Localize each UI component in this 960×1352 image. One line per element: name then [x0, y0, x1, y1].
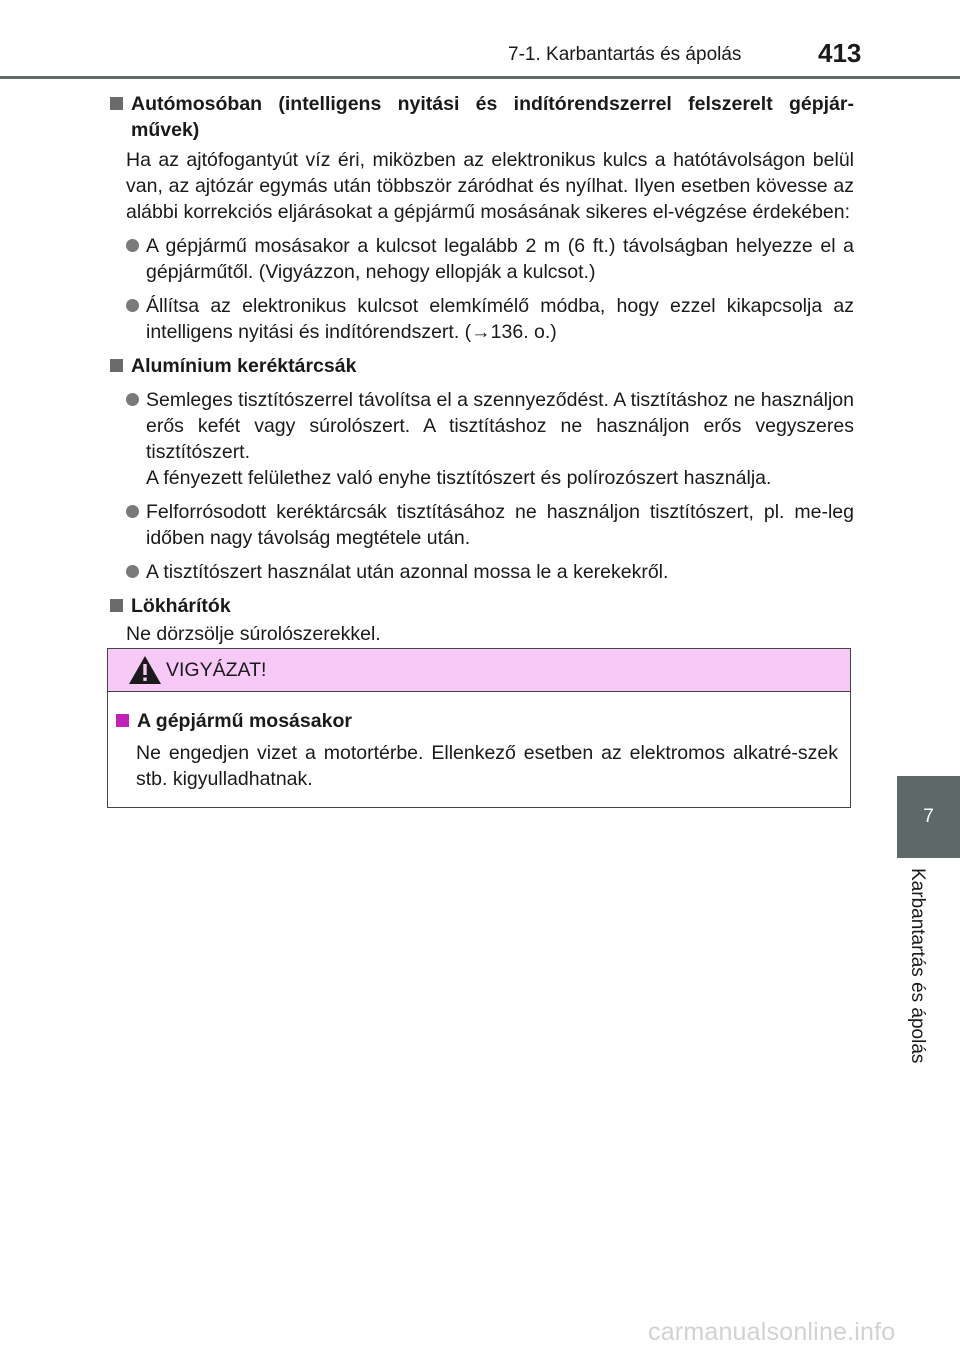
bullet-dot-icon — [126, 565, 139, 578]
bullet-item — [126, 293, 854, 345]
bullet-text: Állítsa az elektronikus kulcsot elemkímélő módba, hogy ezzel kikapcsolja az intelligens nyitási és indítórendszert. (→136. o.) — [146, 295, 854, 343]
section-square-icon — [110, 599, 123, 612]
chapter-tab: 7 — [897, 776, 960, 858]
caution-item-title: A gépjármű mosásakor — [137, 710, 352, 732]
caution-body — [108, 692, 850, 792]
section-title: Alumínium keréktárcsák — [131, 355, 357, 377]
caution-item — [114, 708, 838, 734]
caution-item-text: Ne engedjen vizet a motortérbe. Ellenkező esetben az elektromos alkatré-szek stb. kigyulladhatnak. — [136, 742, 838, 790]
bullet-text-extra: A fényezett felülethez való enyhe tisztítószert és polírozószert használja. — [146, 467, 772, 489]
running-header: 7-1. Karbantartás és ápolás — [508, 44, 742, 65]
section-paragraph: Ha az ajtófogantyút víz éri, miközben az elektronikus kulcs a hatótávolságon belül van, az ajtózár egymás után többször záródhat és nyílhat. Ilyen esetben kövesse az alábbi korrekciós eljárásokat a gépjármű mosásának sikeres el-végzése érdekében: — [126, 149, 854, 223]
bullet-item — [126, 387, 854, 491]
bullet-text-main: Semleges tisztítószerrel távolítsa el a szennyeződést. A tisztításhoz ne használjon erős kefét vagy súrolószert. A tisztításhoz ne használjon erős vegyszeres tisztítószert. — [146, 389, 854, 463]
bullet-item — [126, 499, 854, 551]
warning-triangle-icon — [128, 655, 162, 685]
bullet-text: A tisztítószert használat után azonnal mossa le a kerekekről. — [146, 561, 669, 583]
caution-header — [108, 649, 850, 692]
caution-label: VIGYÁZAT! — [166, 659, 267, 681]
bullet-text: A gépjármű mosásakor a kulcsot legalább 2 m (6 ft.) távolságban helyezze el a gépjárműtől. (Vigyázzon, nehogy ellopják a kulcsot.) — [146, 235, 854, 283]
bullet-text: Felforrósodott keréktárcsák tisztításához ne használjon tisztítószert, pl. me-leg időben nagy távolság megtétele után. — [146, 501, 854, 549]
section-bumpers — [106, 593, 854, 619]
bullet-text — [146, 387, 854, 491]
page-number: 413 — [818, 38, 862, 68]
section-title: Autómosóban (intelligens nyitási és indítórendszerrel felszerelt gépjár-művek) — [131, 93, 854, 141]
header-rule — [0, 76, 960, 79]
bullet-dot-icon — [126, 505, 139, 518]
chapter-side-label: Karbantartás és ápolás — [907, 868, 928, 1064]
bullet-dot-icon — [126, 393, 139, 406]
bullet-dot-icon — [126, 239, 139, 252]
watermark: carmanualsonline.info — [648, 1318, 896, 1346]
section-paragraph: Ne dörzsölje súrolószerekkel. — [126, 623, 381, 645]
section-car-wash — [106, 91, 854, 143]
section-title: Lökhárítók — [131, 595, 231, 617]
bullet-item — [126, 559, 854, 585]
section-square-icon — [110, 97, 123, 110]
section-aluminium-wheels — [106, 353, 854, 379]
bullet-item — [126, 233, 854, 285]
bullet-dot-icon — [126, 299, 139, 312]
main-content — [106, 91, 854, 647]
caution-square-icon — [116, 714, 129, 727]
caution-box — [107, 648, 851, 808]
section-square-icon — [110, 359, 123, 372]
